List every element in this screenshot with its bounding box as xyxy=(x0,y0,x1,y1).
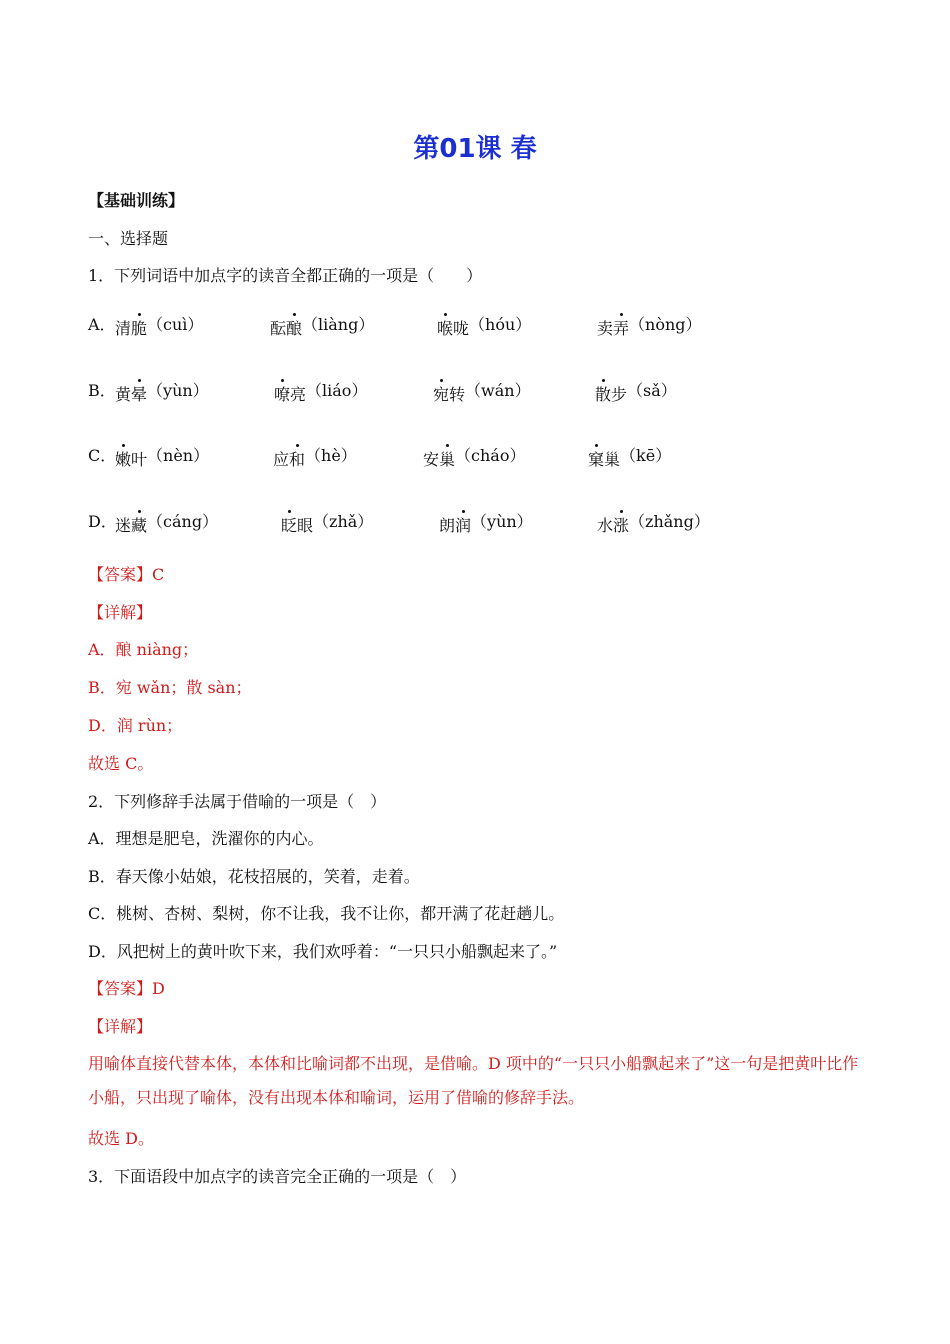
pinyin: （liáo） xyxy=(306,381,368,400)
dotted-character: 眨 xyxy=(281,516,298,535)
pinyin: （nòng） xyxy=(629,315,702,334)
pinyin: （liàng） xyxy=(302,315,375,334)
word-part: 迷 xyxy=(115,516,132,535)
option-word xyxy=(423,445,525,467)
question-1-detail-a: A．酿 niàng； xyxy=(88,640,199,659)
option-word xyxy=(433,380,531,402)
word-part: 应 xyxy=(273,450,290,469)
question-1-detail-d: D．润 rùn； xyxy=(88,716,183,735)
dotted-character: 巢 xyxy=(439,450,456,469)
option-word xyxy=(597,511,710,533)
option-word xyxy=(115,314,203,336)
option-word xyxy=(273,445,357,467)
pinyin: （kē） xyxy=(620,446,672,465)
word-part: 步 xyxy=(611,385,628,404)
question-1-detail-b: B．宛 wǎn；散 sàn； xyxy=(88,678,252,697)
question-2-detail-label: 【详解】 xyxy=(88,1017,153,1036)
question-1-stem: 1．下列词语中加点字的读音全都正确的一项是（ ） xyxy=(88,266,483,285)
pinyin: （zhǎng） xyxy=(629,512,710,531)
question-1-answer xyxy=(88,564,164,586)
pinyin: （hóu） xyxy=(469,315,532,334)
section-heading: 【基础训练】 xyxy=(88,191,185,210)
dotted-character: 嘹 xyxy=(274,385,291,404)
dotted-character: 弄 xyxy=(613,319,630,338)
dotted-character: 散 xyxy=(595,385,612,404)
pinyin: （nèn） xyxy=(147,446,210,465)
pinyin: （sǎ） xyxy=(627,381,677,400)
word-part: 叶 xyxy=(131,450,148,469)
word-part: 酝 xyxy=(270,319,287,338)
dotted-character: 晕 xyxy=(131,385,148,404)
option-word xyxy=(115,380,209,402)
option-word xyxy=(274,380,367,402)
option-word xyxy=(115,511,218,533)
question-3-stem: 3．下面语段中加点字的读音完全正确的一项是（ ） xyxy=(88,1167,467,1186)
pinyin: （wán） xyxy=(465,381,531,400)
option-letter: B． xyxy=(88,381,116,400)
option-word xyxy=(597,314,702,336)
word-part: 水 xyxy=(597,516,614,535)
dotted-character: 藏 xyxy=(131,516,148,535)
answer-value: D xyxy=(152,979,165,998)
word-part: 亮 xyxy=(290,385,307,404)
question-2-stem: 2．下列修辞手法属于借喻的一项是（ ） xyxy=(88,792,387,811)
option-letter: C． xyxy=(88,446,117,465)
pinyin: （yùn） xyxy=(147,381,209,400)
option-word xyxy=(115,445,209,467)
dotted-character: 脆 xyxy=(131,319,148,338)
word-part: 转 xyxy=(449,385,466,404)
dotted-character: 窠 xyxy=(588,450,605,469)
word-part: 安 xyxy=(423,450,440,469)
question-2-option-a: A．理想是肥皂，洗濯你的内心。 xyxy=(88,829,324,848)
pinyin: （cuì） xyxy=(147,315,204,334)
answer-label: 【答案】 xyxy=(88,565,153,584)
word-part: 卖 xyxy=(597,319,614,338)
page-title: 第01课 春 xyxy=(413,134,537,164)
option-word xyxy=(588,445,671,467)
question-1-detail-label: 【详解】 xyxy=(88,603,153,622)
option-word xyxy=(437,314,531,336)
word-part: 咙 xyxy=(453,319,470,338)
word-part: 清 xyxy=(115,319,132,338)
pinyin: （cháo） xyxy=(455,446,526,465)
dotted-character: 喉 xyxy=(437,319,454,338)
option-word xyxy=(281,511,373,533)
word-part: 黄 xyxy=(115,385,132,404)
question-1-conclusion: 故选 C。 xyxy=(88,754,154,773)
question-2-option-c: C．桃树、杏树、梨树，你不让我，我不让你，都开满了花赶趟儿。 xyxy=(88,904,565,923)
option-letter: D． xyxy=(88,512,117,531)
dotted-character: 酿 xyxy=(286,319,303,338)
word-part: 朗 xyxy=(439,516,456,535)
option-word xyxy=(595,380,677,402)
pinyin: （zhǎ） xyxy=(313,512,374,531)
option-letter: A． xyxy=(88,315,116,334)
question-2-answer xyxy=(88,978,165,1000)
word-part: 巢 xyxy=(604,450,621,469)
question-2-explanation: 用喻体直接代替本体，本体和比喻词都不出现，是借喻。D 项中的“一只只小船飘起来了”这一句是把黄叶比作小船，只出现了喻体，没有出现本体和喻词，运用了借喻的修辞手法。 xyxy=(88,1054,859,1107)
answer-label: 【答案】 xyxy=(88,979,153,998)
pinyin: （yùn） xyxy=(471,512,533,531)
dotted-character: 嫩 xyxy=(115,450,132,469)
pinyin: （hè） xyxy=(305,446,357,465)
pinyin: （cáng） xyxy=(147,512,219,531)
question-2-conclusion: 故选 D。 xyxy=(88,1129,154,1148)
dotted-character: 润 xyxy=(455,516,472,535)
dotted-character: 和 xyxy=(289,450,306,469)
option-word xyxy=(270,314,374,336)
dotted-character: 宛 xyxy=(433,385,450,404)
answer-value: C xyxy=(152,565,165,584)
word-part: 眼 xyxy=(297,516,314,535)
option-word xyxy=(439,511,533,533)
dotted-character: 涨 xyxy=(613,516,630,535)
question-2-option-b: B．春天像小姑娘，花枝招展的，笑着，走着。 xyxy=(88,867,420,886)
part-label: 一、选择题 xyxy=(88,229,169,248)
question-2-option-d: D．风把树上的黄叶吹下来，我们欢呼着：“一只只小船飘起来了。” xyxy=(88,942,558,961)
